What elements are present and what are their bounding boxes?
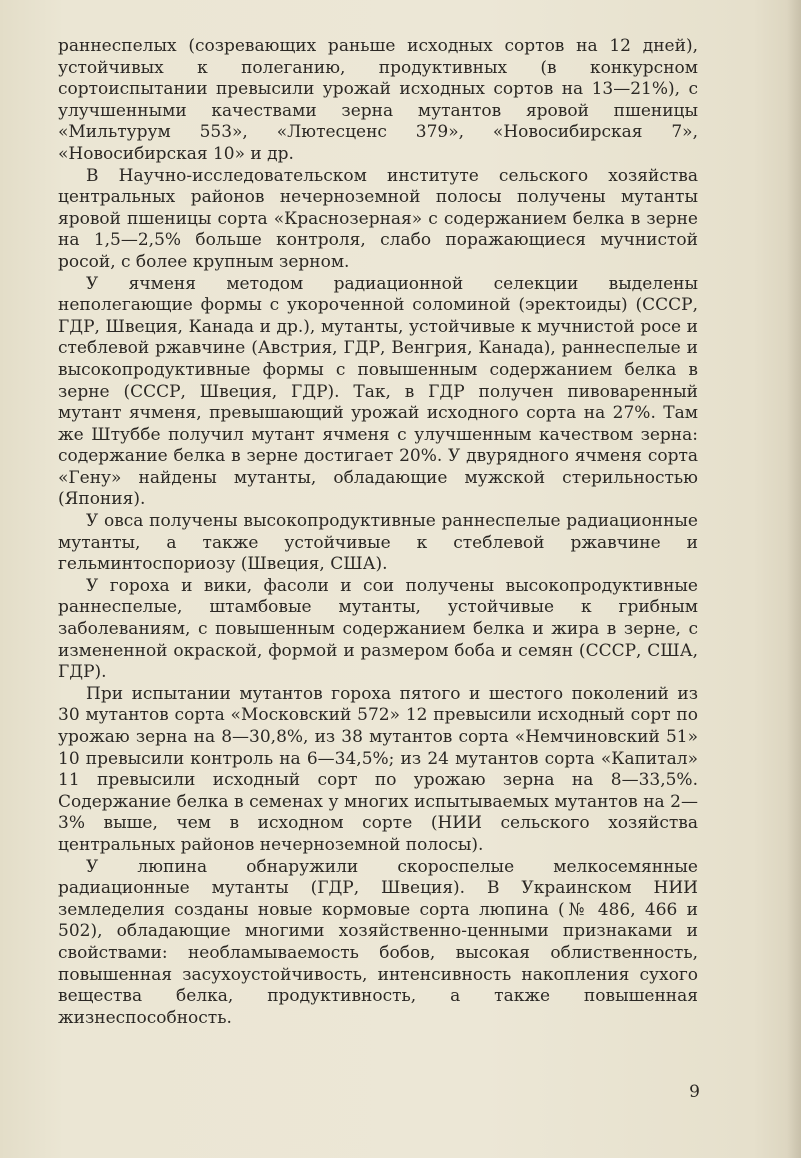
paragraph-pea-trials: При испытании мутантов гороха пятого и шестого поколений из 30 мутантов сорта «Московский 572» 12 превысили исходный сорт по урожаю зерна на 8—30,8%, из 38 мутантов сорта «Немчиновский 51» 10 превысили контроль на 6—34,5%; из 24 мутантов сорта «Капитал» 11 превысили исходный сорт по урожаю зерна на 8—33,5%. Содержание белка в семенах у многих испытываемых мутантов на 2—3% выше, чем в исходном сорте (НИИ сельского хозяйства центральных районов нечерноземной полосы).: [58, 683, 698, 855]
paragraph-research-institute: В Научно-исследовательском институте сельского хозяйства центральных районов нечерноземной полосы получены мутанты яровой пшеницы сорта «Краснозерная» с содержанием белка в зерне на 1,5—2,5% больше контроля, слабо поражающиеся мучнистой росой, с более крупным зерном.: [58, 165, 698, 272]
page-number: 9: [689, 1082, 700, 1102]
body-text: [58, 36, 698, 1029]
paragraph-oats: У овса получены высокопродуктивные раннеспелые радиационные мутанты, а также устойчивые к стеблевой ржавчине и гельминтоспориозу (Швеция, США).: [58, 511, 698, 575]
paragraph-wheat-mutants: раннеспелых (созревающих раньше исходных сортов на 12 дней), устойчивых к полеганию, продуктивных (в конкурсном сортоиспытании превысили урожай исходных сортов на 13—21%), с улучшенными качествами зерна мутантов яровой пшеницы «Мильтурум 553», «Лютесценс 379», «Новосибирская 7», «Новосибирская 10» и др.: [58, 36, 698, 164]
paragraph-barley: У ячменя методом радиационной селекции выделены неполегающие формы с укороченной соломиной (эректоиды) (СССР, ГДР, Швеция, Канада и др.), мутанты, устойчивые к мучнистой росе и стеблевой ржавчине (Австрия, ГДР, Венгрия, Канада), раннеспелые и высокопродуктивные формы с повышенным содержанием белка в зерне (СССР, Швеция, ГДР). Так, в ГДР получен пивоваренный мутант ячменя, превышающий урожай исходного сорта на 27%. Там же Штуббе получил мутант ячменя с улучшенным качеством зерна: содержание белка в зерне достигает 20%. У двурядного ячменя сорта «Гену» найдены мутанты, обладающие мужской стерильностью (Япония).: [58, 273, 698, 510]
page-edge-shadow: [787, 0, 801, 1158]
paragraph-lupin: У люпина обнаружили скороспелые мелкосемянные радиационные мутанты (ГДР, Швеция). В Украинском НИИ земледелия созданы новые кормовые сорта люпина (№ 486, 466 и 502), обладающие многими хозяйственно-ценными признаками и свойствами: необламываемость бобов, высокая облиственность, повышенная засухоустойчивость, интенсивность накопления сухого вещества белка, продуктивность, а также повышенная жизнеспособность.: [58, 856, 698, 1028]
paragraph-peas-vetch: У гороха и вики, фасоли и сои получены высокопродуктивные раннеспелые, штамбовые мутанты, устойчивые к грибным заболеваниям, с повышенным содержанием белка и жира в зерне, с измененной окраской, формой и размером боба и семян (СССР, США, ГДР).: [58, 575, 698, 683]
